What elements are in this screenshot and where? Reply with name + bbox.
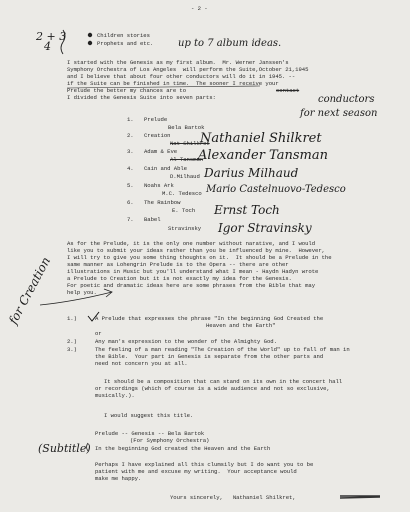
closing-line: Perhaps I have explained all this clumsily but I do want you to be — [95, 461, 314, 468]
option-line: The feeling of a man reading "The Creation of the World" up to fall of man in — [95, 346, 350, 353]
part-number: 2. — [127, 132, 134, 139]
closing-line: patient with me and excuse my writing. Your acceptance would — [95, 468, 297, 475]
option-line: need not concern you at all. — [95, 360, 188, 367]
option-line: A Prelude that expresses the phrase "In the beginning God Created the — [95, 315, 324, 322]
concert-line: It should be a composition that can stand on its own in the concert hall — [104, 378, 343, 385]
handwritten-album-note: up to 7 album ideas. — [178, 38, 282, 49]
option-line: Any man's expression to the wonder of the Almighty God. — [95, 338, 277, 345]
handwritten-name: Igor Stravinsky — [218, 221, 312, 235]
intro-line: I divided the Genesis Suite into seven parts: — [67, 94, 216, 101]
concert-line: or recordings (which of course is a wide audience and not so exclusive, — [95, 385, 330, 392]
part-number: 3. — [127, 148, 134, 155]
body-line: I will try to give you some thing thoughts on it. It should be a Prelude in the — [67, 254, 332, 261]
arrow-head — [104, 289, 112, 297]
part-title: Creation — [144, 132, 171, 139]
handwritten-conductors: conductors — [318, 94, 375, 105]
body-line: help you. — [67, 289, 97, 296]
part-composer: M.C. Tedesco — [162, 190, 202, 197]
intro-line: if the Suite can be finished in time. The sooner I receive your — [67, 80, 279, 87]
bullet-mark — [88, 33, 92, 37]
option-number: 1.) — [67, 315, 77, 322]
part-number: 1. — [127, 116, 134, 123]
body-line: illustrations in Music but you'll understand what I mean - Haydn Hadyn wrote — [67, 268, 319, 275]
signoff: Yours sincerely, Nathaniel Shilkret, — [170, 494, 296, 501]
scribble-strike — [340, 496, 380, 498]
part-title: Cain and Able — [144, 165, 187, 172]
intro-line: Prelude the better my chances are to — [67, 87, 190, 94]
handwritten-name: Ernst Toch — [214, 203, 280, 217]
body-line: For poetic and dramatic ideas here are some phrases from the Bible that may — [67, 282, 316, 289]
concert-line: musically.). — [95, 392, 135, 399]
page-number: - 2 - — [191, 5, 208, 12]
part-title: Noahs Ark — [144, 182, 174, 189]
handwritten-name: Darius Milhaud — [204, 166, 299, 180]
option-number: 2.) — [67, 338, 77, 345]
option-or: or — [95, 330, 102, 337]
handwritten-subtitle: (Subtitle) — [38, 442, 91, 455]
suggest-line: I would suggest this title. — [104, 412, 194, 419]
part-title: The Rainbow — [144, 199, 181, 206]
part-composer: Al Tansman — [170, 156, 204, 163]
intro-line: and I believe that about four other conductors will do it in 1945. -- — [67, 73, 296, 80]
handwritten-name: Alexander Tansman — [198, 148, 328, 163]
part-title: Babel — [144, 216, 161, 223]
part-composer: Stravinsky — [168, 225, 202, 232]
handwritten-next-season: for next season — [300, 108, 378, 119]
handwritten-name: Nathaniel Shilkret — [200, 131, 322, 146]
part-composer: D.Milhaud — [170, 173, 200, 180]
body-line: As for the Prelude, it is the only one number without narative, and I would — [67, 240, 316, 247]
intro-line: Symphony Orchestra of Los Angeles will perform the Suite,October 21,1945 — [67, 66, 309, 73]
part-title: Adam & Eve — [144, 148, 178, 155]
part-title: Prelude — [144, 116, 168, 123]
title-line: In the beginning God created the Heaven and the Earth — [95, 445, 271, 452]
struck-word: contact — [276, 87, 300, 94]
part-number: 5. — [127, 182, 134, 189]
handwritten-for-creation: for Creation — [6, 254, 54, 327]
option-line: Heaven and the Earth" — [206, 322, 276, 329]
body-line: same manner as Lohengrin Prelude is to the Opera -- there are other — [67, 261, 289, 268]
option-number: 3.) — [67, 346, 77, 353]
title-line: Prelude -- Genesis -- Bela Bartok — [95, 430, 205, 437]
option-line: the Bible. Your part in Genesis is separate from the other parts and — [95, 353, 324, 360]
part-composer: E. Toch — [172, 207, 196, 214]
title-line: (For Symphony Orchestra) — [130, 437, 210, 444]
part-number: 4. — [127, 165, 134, 172]
part-composer: Nat Shilkret — [170, 140, 210, 147]
item-number-hw: 4 — [44, 40, 51, 53]
body-line: like you to submit your ideas rather than you be influenced by mine. However, — [67, 247, 325, 254]
item-number-hw: 2 + 3 — [36, 30, 67, 43]
list-item-children: Children stories — [97, 32, 150, 39]
intro-line: I started with the Genesis as my first album. Mr. Werner Janssen's — [67, 59, 289, 66]
list-item-prophets: Prophets and etc. — [97, 40, 154, 47]
part-number: 6. — [127, 199, 134, 206]
handwritten-name: Mario Castelnuovo-Tedesco — [206, 184, 346, 195]
part-number: 7. — [127, 216, 134, 223]
bullet-mark — [88, 41, 92, 45]
body-line: a Prelude to Creation but it is not exactly my idea for the Genesis. — [67, 275, 292, 282]
part-composer: Bela Bartok — [168, 124, 205, 131]
closing-line: make me happy. — [95, 475, 142, 482]
